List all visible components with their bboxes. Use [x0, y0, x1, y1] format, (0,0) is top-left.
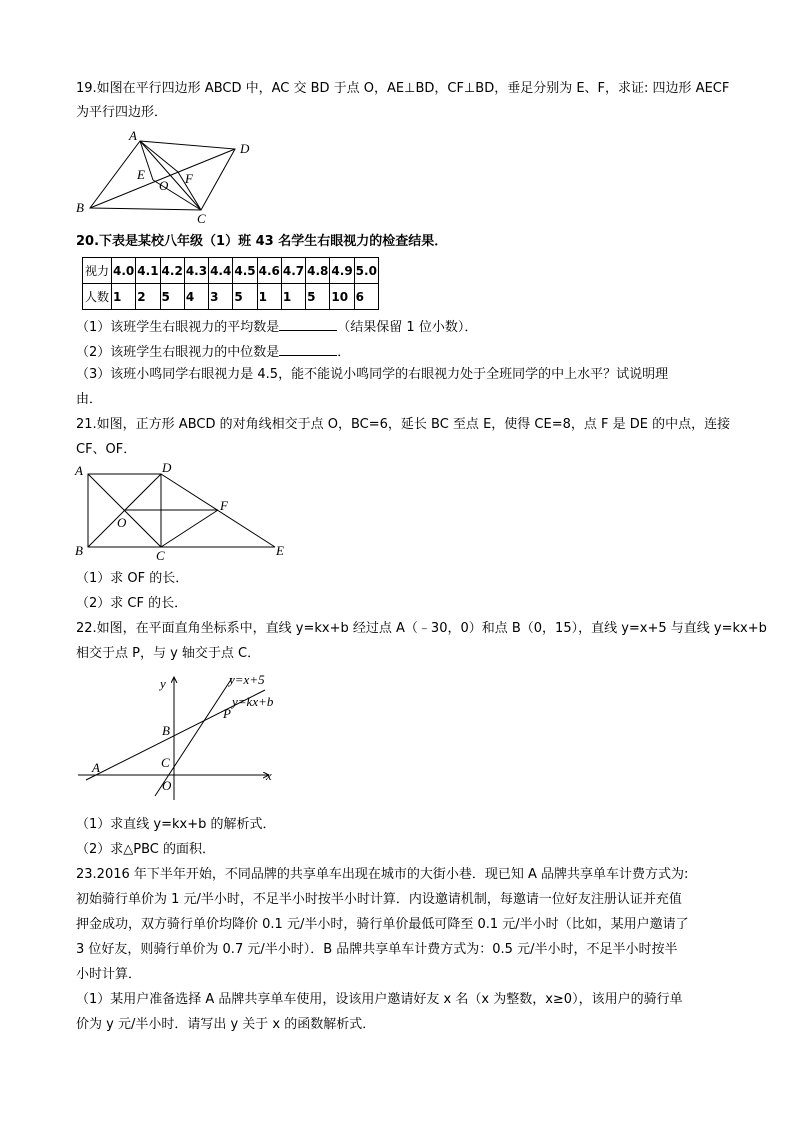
table-header-vision: 视力: [83, 258, 112, 284]
table-header-count: 人数: [83, 284, 112, 310]
q21-part1: （1）求 OF 的长．: [76, 571, 189, 586]
table-cell: 2: [136, 284, 160, 310]
q22-coordinate-figure: [70, 670, 290, 805]
q23-text-line2: 初始骑行单价为 1 元/半小时，不足半小时按半小时计算．内设邀请机制，每邀请一位好友注册认证并充值: [76, 892, 682, 907]
table-cell: 4.3: [184, 258, 208, 284]
q19-text-line2: 为平行四边形．: [76, 105, 168, 120]
q19-label-o: O: [159, 178, 169, 193]
table-cell: 4.8: [306, 258, 330, 284]
q23-text-line5: 小时计算．: [76, 967, 142, 982]
q22-part1: （1）求直线 y=kx+b 的解析式．: [76, 817, 276, 832]
q21-text-line1: 21.如图，正方形 ABCD 的对角线相交于点 O，BC=6，延长 BC 至点 E，使得 CE=8，点 F 是 DE 的中点，连接: [76, 417, 731, 432]
table-row-vision: [83, 258, 379, 284]
q21-label-b: B: [75, 543, 83, 558]
q21-text-line2: CF、OF．: [76, 442, 137, 457]
q23-text-line1: 23.2016 年下半年开始，不同品牌的共享单车出现在城市的大街小巷．现已知 A 品牌共享单车计费方式为:: [76, 867, 689, 882]
table-cell: 5: [160, 284, 184, 310]
vision-table: [82, 257, 379, 310]
table-cell: 4.5: [233, 258, 257, 284]
table-cell: 4.4: [209, 258, 233, 284]
q19-label-a: A: [129, 128, 137, 143]
table-cell: 1: [112, 284, 136, 310]
q22-label-y-axis: y: [160, 676, 166, 691]
q20-part3-line2: 由．: [76, 392, 103, 407]
q19-label-e: E: [137, 167, 145, 182]
table-cell: 1: [281, 284, 305, 310]
q21-part2: （2）求 CF 的长．: [76, 596, 188, 611]
table-row-count: [83, 284, 379, 310]
q22-part2: （2）求△PBC 的面积．: [76, 842, 216, 857]
table-cell: 6: [354, 284, 378, 310]
table-cell: 4.7: [281, 258, 305, 284]
table-cell: 5.0: [354, 258, 378, 284]
q19-text-line1: 19.如图在平行四边形 ABCD 中，AC 交 BD 于点 O，AE⊥BD，CF⊥BD，垂足分别为 E、F，求证: 四边形 AECF: [76, 81, 730, 96]
q19-parallelogram-figure: [70, 128, 270, 228]
table-cell: 4.6: [257, 258, 281, 284]
q20-part3-line1: （3）该班小鸣同学右眼视力是 4.5，能不能说小鸣同学的右眼视力处于全班同学的中上水平？试说明理: [76, 367, 669, 382]
q21-label-e: E: [276, 543, 284, 558]
q21-label-f: F: [220, 498, 228, 513]
q20-part1-note: （结果保留 1 位小数）．: [337, 320, 478, 335]
table-cell: 4.9: [330, 258, 354, 284]
q21-label-c: C: [156, 548, 165, 563]
q22-label-b: B: [162, 723, 170, 738]
table-cell: 1: [257, 284, 281, 310]
table-cell: 10: [330, 284, 354, 310]
table-cell: 4.1: [136, 258, 160, 284]
q22-label-eq2: y=kx+b: [232, 694, 274, 709]
q22-label-a: A: [92, 760, 100, 775]
q20-part2-end: ．: [337, 345, 351, 360]
q22-label-eq1: y=x+5: [229, 672, 265, 687]
table-cell: 5: [233, 284, 257, 310]
q22-label-x-axis: x: [266, 768, 272, 783]
q21-label-o: O: [117, 515, 127, 530]
q22-text-line1: 22.如图，在平面直角坐标系中，直线 y=kx+b 经过点 A（﹣30，0）和点 B（0，15），直线 y=x+5 与直线 y=kx+b: [76, 621, 767, 636]
q20-part1-prompt: （1）该班学生右眼视力的平均数是: [76, 320, 280, 335]
q22-label-p: P: [223, 706, 231, 721]
q23-part1-line1: （1）某用户准备选择 A 品牌共享单车使用，设该用户邀请好友 x 名（x 为整数，x≥0），该用户的骑行单: [76, 992, 683, 1007]
q20-part2-prompt: （2）该班学生右眼视力的中位数是: [76, 345, 280, 360]
q19-label-f: F: [185, 171, 193, 186]
q22-label-c: C: [161, 755, 170, 770]
answer-blank[interactable]: [279, 341, 337, 356]
q20-intro: 20.下表是某校八年级（1）班 43 名学生右眼视力的检查结果．: [76, 234, 448, 249]
answer-blank[interactable]: [279, 316, 337, 331]
q23-text-line3: 押金成功，双方骑行单价均降价 0.1 元/半小时，骑行单价最低可降至 0.1 元/半小时（比如，某用户邀请了: [76, 917, 689, 932]
table-cell: 3: [209, 284, 233, 310]
q19-label-c: C: [197, 211, 206, 226]
q23-part1-line2: 价为 y 元/半小时．请写出 y 关于 x 的函数解析式．: [76, 1017, 376, 1032]
table-cell: 4.0: [112, 258, 136, 284]
q22-text-line2: 相交于点 P，与 y 轴交于点 C．: [76, 646, 261, 661]
q21-square-figure: [70, 460, 300, 565]
q19-label-b: B: [76, 200, 84, 215]
table-cell: 4: [184, 284, 208, 310]
table-cell: 4.2: [160, 258, 184, 284]
q21-label-a: A: [75, 463, 83, 478]
q23-text-line4: 3 位好友，则骑行单价为 0.7 元/半小时）．B 品牌共享单车计费方式为：0.5 元/半小时，不足半小时按半: [76, 942, 678, 957]
q20-part2: [76, 341, 350, 362]
table-cell: 5: [306, 284, 330, 310]
q22-label-o: O: [162, 778, 172, 793]
q21-label-d: D: [162, 460, 172, 475]
q19-label-d: D: [240, 141, 250, 156]
q20-part1: [76, 316, 477, 337]
